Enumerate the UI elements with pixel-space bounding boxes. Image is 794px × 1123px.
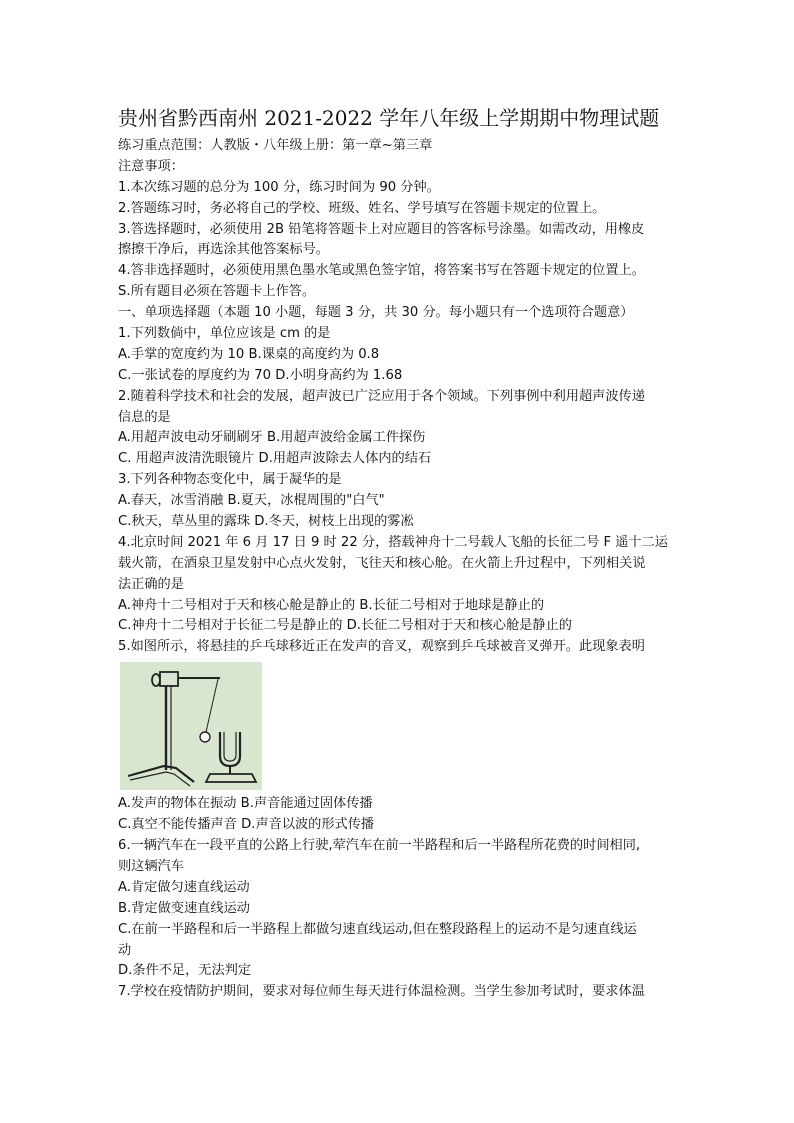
text-line: 1.下列数倘中，单位应该是 cm 的是 xyxy=(118,326,331,342)
text-line: 练习重点范围：人教版・八年级上册：第一章~第三章 xyxy=(118,138,433,153)
text-line: 法正确的是 xyxy=(118,576,184,592)
text-line: 动 xyxy=(118,942,132,958)
text-line: 7.学校在疫情防护期间，要求对每位师生每天进行体温检测。当学生参加考试时，要求体温 xyxy=(118,984,645,1000)
text-line: 2.随着科学技术和社会的发展，超声波已广泛应用于各个领域。下列事例中利用超声波传递 xyxy=(118,388,645,404)
text-line: A.用超声波电动牙刷刷牙 B.用超声波给金属工件探伤 xyxy=(118,430,426,446)
text-block-top xyxy=(118,136,684,658)
text-line: 一、单项选择题（本题 10 小题，每题 3 分，共 30 分。每小题只有一个选项符合题意） xyxy=(118,305,634,321)
text-line: B.背定做变速直线运动 xyxy=(118,900,250,916)
text-line: 4.北京时间 2021 年 6 月 17 日 9 时 22 分，搭载神舟十二号载人飞船的长征二号 F 遥十二运 xyxy=(118,534,668,550)
page-title: 贵州省黔西南州 2021-2022 学年八年级上学期期中物理试题 xyxy=(118,106,660,130)
text-line: A.春天，冰雪消融 B.夏天，冰棍周围的"白气" xyxy=(118,493,385,509)
text-line: C.在前一半路程和后一半路程上都做匀速直线运动,但在整段路程上的运动不是匀速直线运 xyxy=(118,921,637,937)
text-line: 载火箭，在酒泉卫星发射中心点火发射，飞往天和核心舱。在火箭上升过程中，下列相关说 xyxy=(118,555,646,571)
text-line: C.真空不能传播声音 D.声音以波的形式传播 xyxy=(118,817,375,833)
text-line: A.肯定做匀速直线运动 xyxy=(118,879,250,895)
text-line: 则这辆汽车 xyxy=(118,858,184,874)
text-line: C.一张试卷的厚度约为 70 D.小明身高约为 1.68 xyxy=(118,367,403,383)
text-line: 注意事项： xyxy=(118,158,184,174)
text-line: 3.下列各种物态变化中，属于凝华的是 xyxy=(118,472,342,488)
tuning-fork-illustration xyxy=(120,662,262,790)
text-line: 3.答选择题时，必须使用 2B 铅笔将答题卡上对应题目的答客标号涂墨。如需改动，用橡皮 xyxy=(118,221,645,237)
document-body xyxy=(118,136,684,1003)
text-line: C.神舟十二号相对于长征二号是静止的 D.长征二号相对于天和核心舱是静止的 xyxy=(118,618,572,634)
text-line: A.手掌的宽度约为 10 B.课桌的高度约为 0.8 xyxy=(118,346,380,362)
text-line: C.秋天，草丛里的露珠 D.冬天，树枝上出现的雾凇 xyxy=(118,514,414,530)
text-line: 信息的是 xyxy=(118,409,171,425)
text-line: D.条件不足，无法判定 xyxy=(118,963,252,979)
text-block-bottom xyxy=(118,794,684,1003)
text-line: 2.答题练习时，务必将自己的学校、班级、姓名、学号填写在答题卡规定的位置上。 xyxy=(118,200,606,216)
text-line: 擦擦干净后，再选涂其他答案标号。 xyxy=(118,242,329,258)
text-line: A.神舟十二号相对于天和核心舱是静止的 B.长征二号相对于地球是静止的 xyxy=(118,597,545,613)
text-line: C. 用超声波清洗眼镜片 D.用超声波除去人体内的结石 xyxy=(118,451,432,467)
text-line: 4.答非选择题时，必须使用黑色墨水笔或黑色签字馆，将答案书写在答题卡规定的位置上。 xyxy=(118,263,645,279)
text-line: S.所有题目必须在答题卡上作答。 xyxy=(118,284,316,300)
text-line: 1.本次练习题的总分为 100 分，练习时间为 90 分钟。 xyxy=(118,179,440,195)
tuning-fork-figure xyxy=(120,662,262,790)
text-line: 6.一辆汽车在一段平直的公路上行驶,荤汽车在前一半路程和后一半路程所花费的时间相同, xyxy=(118,838,641,854)
text-line: 5.如图所示，将悬挂的乒乓球移近正在发声的音叉，观察到乒乓球被音叉弹开。此现象表明 xyxy=(118,639,645,655)
text-line: A.发声的物体在振动 B.声音能通过固体传播 xyxy=(118,796,373,812)
